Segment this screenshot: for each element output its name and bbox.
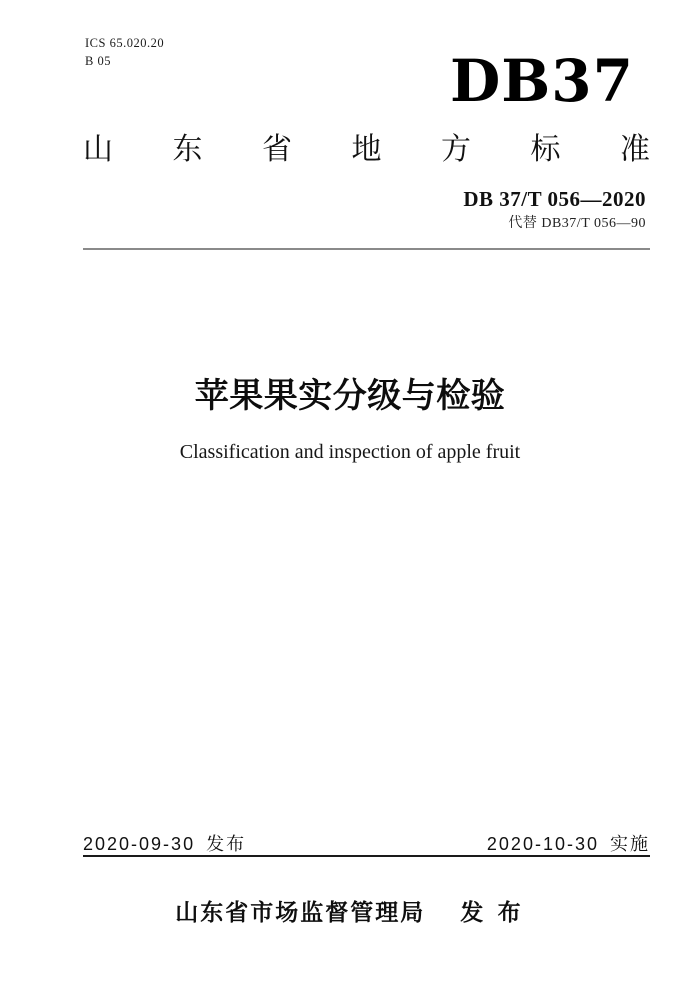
publisher-row: [0, 898, 700, 926]
ics-class-code: B 05: [85, 54, 111, 68]
issue-date: [83, 833, 246, 855]
document-title-en: Classification and inspection of apple fruit: [179, 441, 521, 463]
release-label: 发 布: [460, 899, 525, 925]
implement-date: [487, 833, 650, 855]
standard-type-char: 标: [530, 133, 561, 166]
issue-date-label: 发布: [206, 834, 247, 854]
header-divider: [83, 248, 650, 250]
implement-date-label: 实施: [610, 834, 650, 854]
standard-type-char: 省: [262, 133, 292, 166]
standard-type-char: 东: [172, 133, 203, 166]
footer-divider: [83, 855, 650, 857]
implement-date-value: 2020-10-30: [486, 834, 599, 854]
standard-type-char: 山: [83, 133, 113, 166]
replaces-note: 代替 DB37/T 056—90: [508, 216, 646, 231]
standard-type-char: 方: [441, 133, 471, 166]
standard-type-char: 地: [351, 133, 382, 166]
standard-type-char: 准: [620, 133, 650, 166]
standard-number: DB 37/T 056—2020: [463, 187, 646, 211]
issue-date-value: 2020-09-30: [83, 834, 196, 854]
db37-logo: DB37: [449, 47, 634, 115]
ics-code: ICS 65.020.20: [85, 36, 165, 50]
standard-type-title: [83, 133, 650, 167]
document-title-cn: 苹果果实分级与检验: [194, 377, 506, 415]
date-row: [83, 833, 650, 855]
ics-block: [85, 34, 164, 70]
publisher-name: 山东省市场监督管理局: [175, 899, 426, 925]
